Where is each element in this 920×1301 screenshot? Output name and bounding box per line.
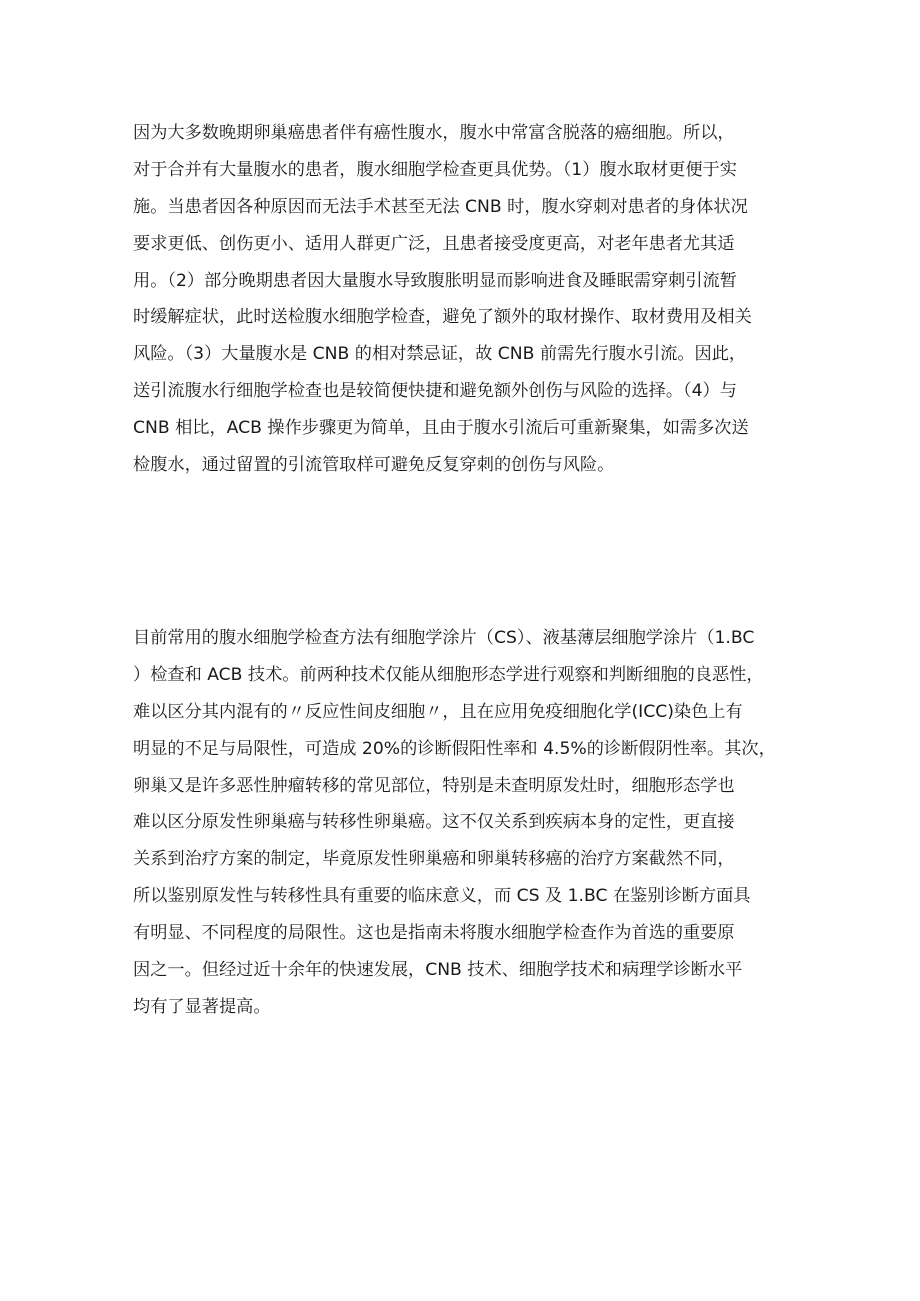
text-line: 有明显、不同程度的局限性。这也是指南未将腹水细胞学检查作为首选的重要原 (133, 923, 735, 944)
text-line: 要求更低、创伤更小、适用人群更广泛，且患者接受度更高，对老年患者尤其适 (133, 233, 735, 254)
text-line: 所以鉴别原发性与转移性具有重要的临床意义，而 CS 及 1.BC 在鉴别诊断方面具 (133, 886, 751, 907)
text-line: 检腹水，通过留置的引流管取样可避免反复穿刺的创伤与风险。 (133, 455, 615, 476)
text-line: CNB 相比，ACB 操作步骤更为简单，且由于腹水引流后可重新聚集，如需多次送 (133, 418, 749, 439)
text-line: 关系到治疗方案的制定，毕竟原发性卵巢癌和卵巢转移癌的治疗方案截然不同， (133, 849, 735, 870)
text-line: 难以区分原发性卵巢癌与转移性卵巢癌。这不仅关系到疾病本身的定性，更直接 (133, 812, 735, 833)
text-line: 用。（2）部分晚期患者因大量腹水导致腹胀明显而影响进食及睡眠需穿刺引流暂 (133, 270, 737, 291)
text-line: 因之一。但经过近十余年的快速发展，CNB 技术、细胞学技术和病理学诊断水平 (133, 960, 743, 981)
paragraph-ascites-advantages (133, 115, 803, 484)
text-line: 卵巢又是许多恶性肿瘤转移的常见部位，特别是未查明原发灶时，细胞形态学也 (133, 775, 735, 796)
text-line: 风险。（3）大量腹水是 CNB 的相对禁忌证，故 CNB 前需先行腹水引流。因此， (133, 344, 747, 365)
text-line: 均有了显著提高。 (133, 996, 271, 1017)
text-line: 对于合并有大量腹水的患者，腹水细胞学检查更具优势。（1）腹水取材更便于实 (133, 159, 737, 180)
text-line: ）检查和 ACB 技术。前两种技术仅能从细胞形态学进行观察和判断细胞的良恶性， (133, 664, 764, 685)
text-line: 送引流腹水行细胞学检查也是较简便快捷和避免额外创伤与风险的选择。（4）与 (133, 381, 737, 402)
text-line: 施。当患者因各种原因而无法手术甚至无法 CNB 时，腹水穿刺对患者的身体状况 (133, 196, 748, 217)
text-line: 时缓解症状，此时送检腹水细胞学检查，避免了额外的取材操作、取材费用及相关 (133, 307, 752, 328)
text-line: 因为大多数晚期卵巢癌患者伴有癌性腹水，腹水中常富含脱落的癌细胞。所以， (133, 123, 735, 143)
text-line: 目前常用的腹水细胞学检查方法有细胞学涂片（CS）、液基薄层细胞学涂片（1.BC (133, 628, 755, 648)
text-line: 难以区分其内混有的〃反应性间皮细胞〃，且在应用免疫细胞化学(ICC)染色上有 (133, 701, 743, 722)
paragraph-cytology-methods (133, 620, 803, 1026)
text-line: 明显的不足与局限性，可造成 20%的诊断假阳性率和 4.5%的诊断假阴性率。其次， (133, 738, 776, 759)
